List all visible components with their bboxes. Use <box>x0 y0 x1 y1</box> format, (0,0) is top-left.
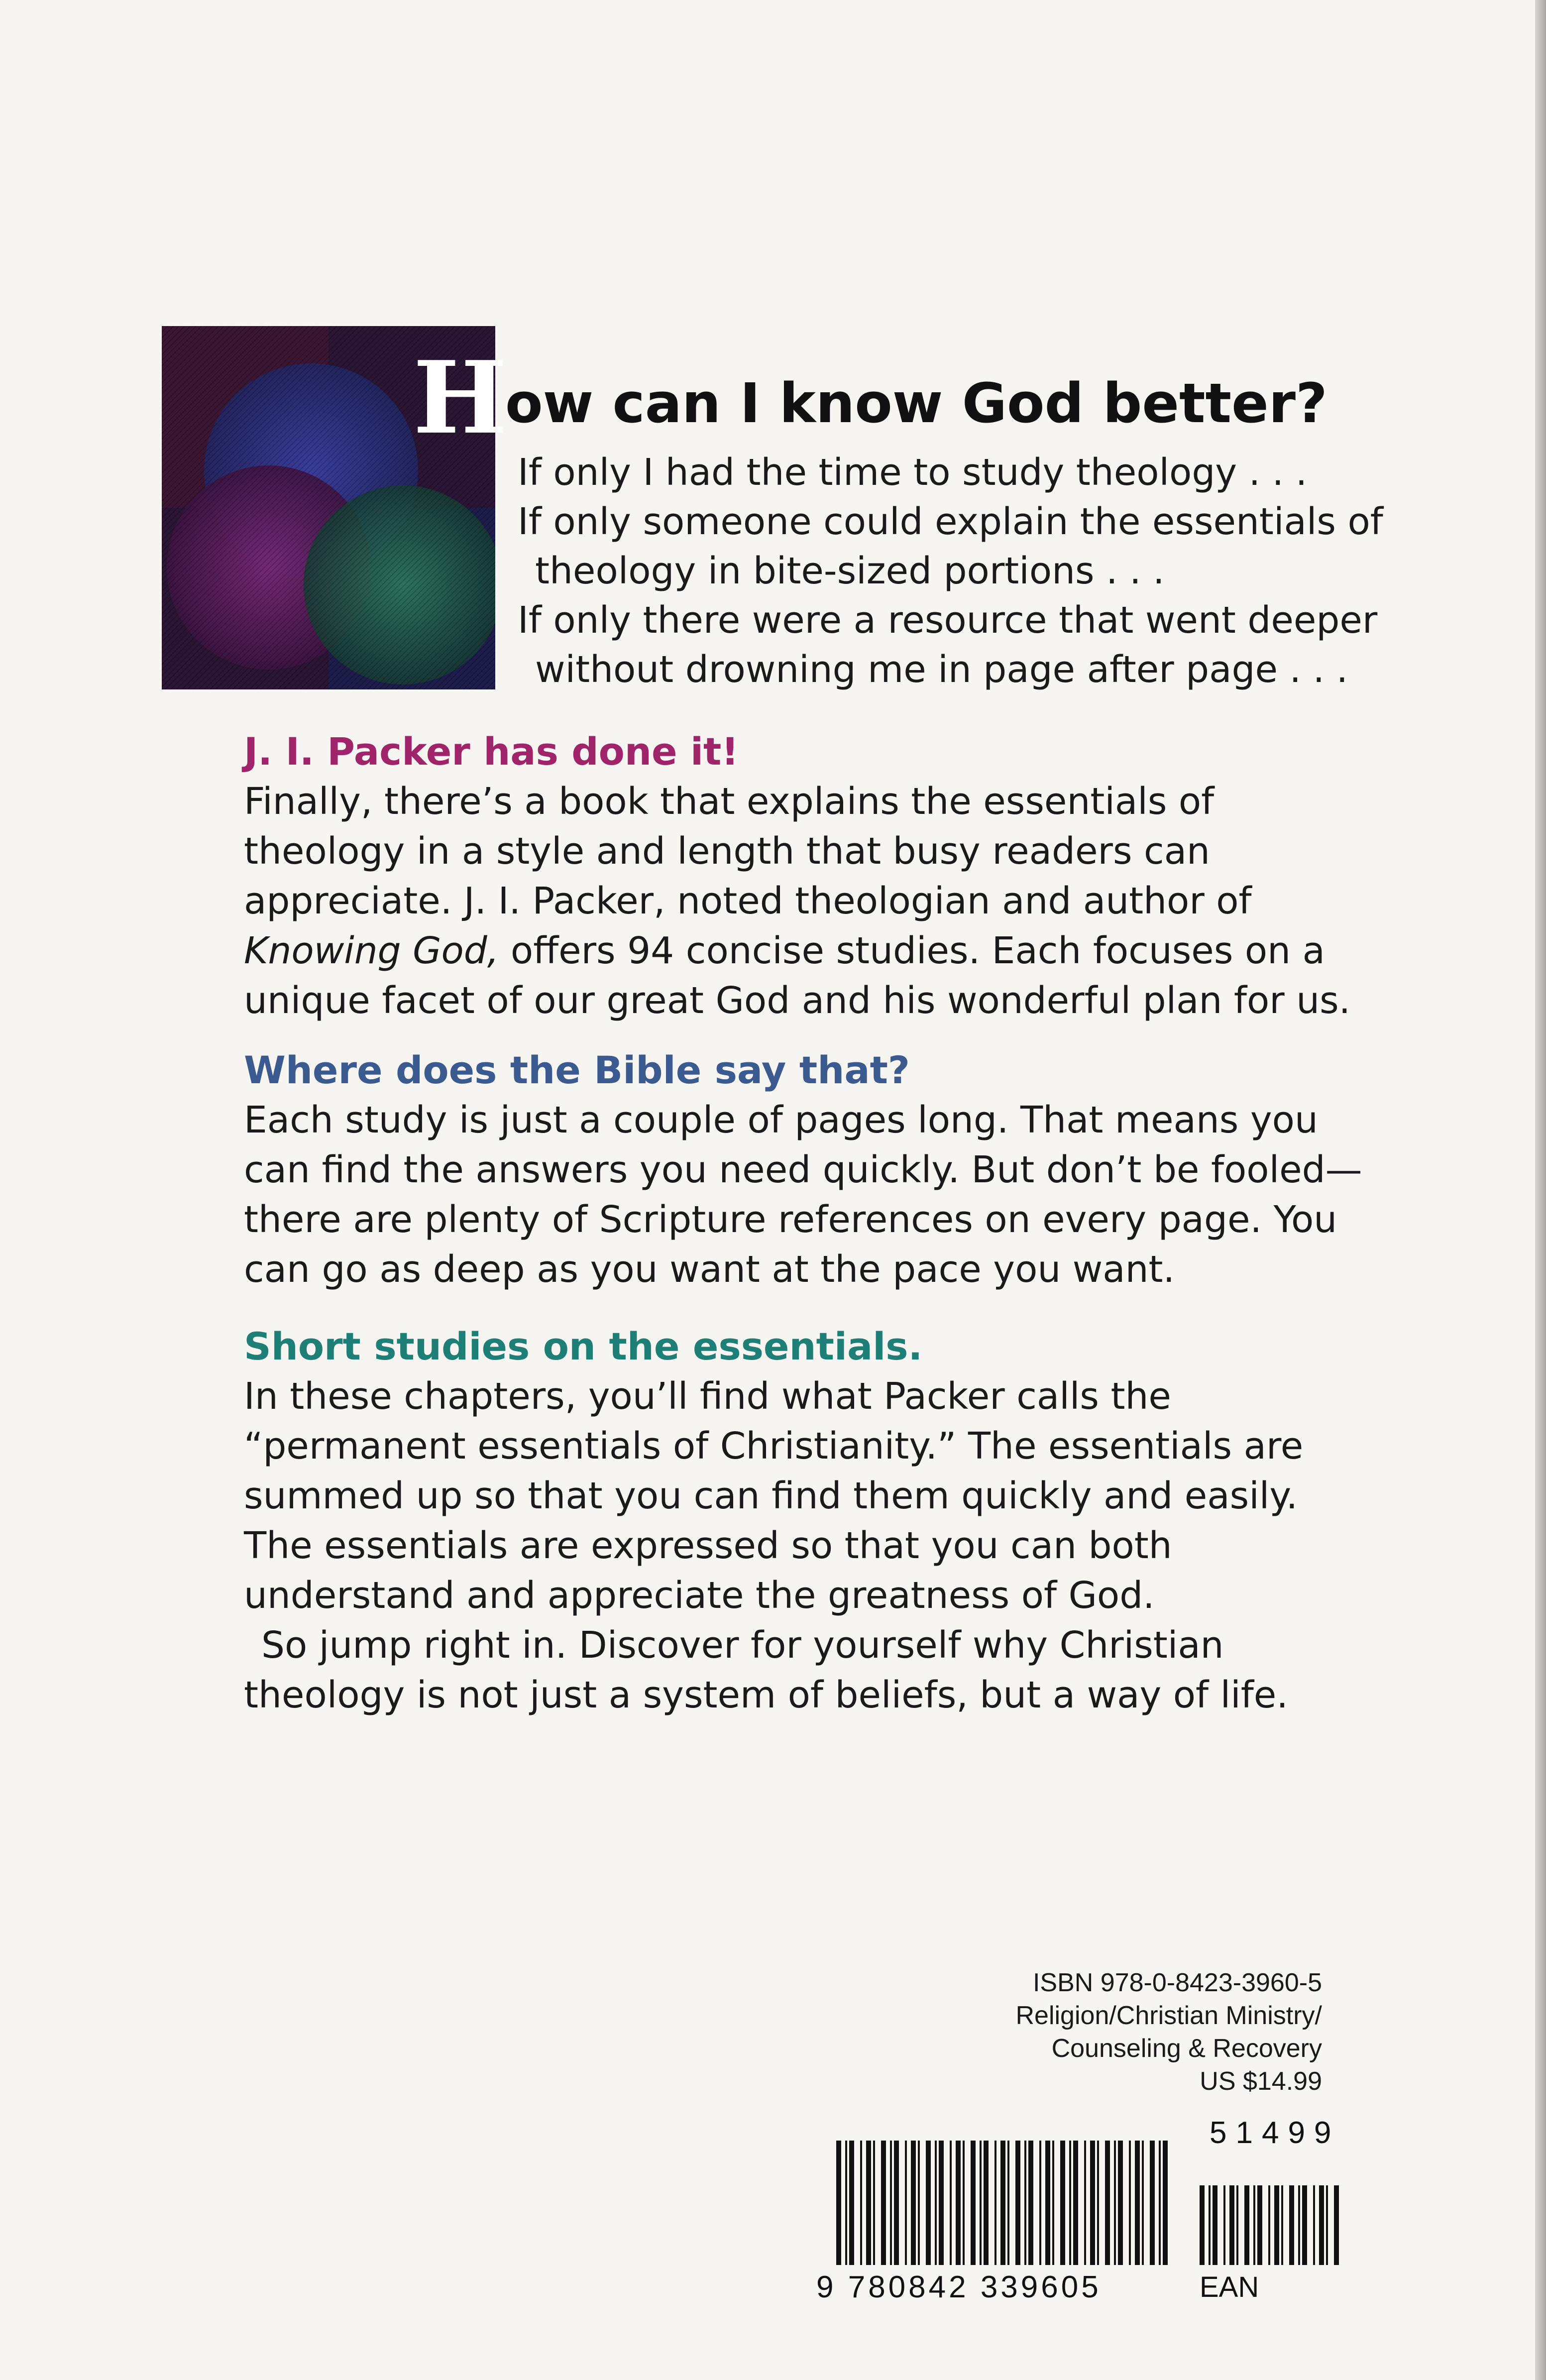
barcode-bar <box>1142 2141 1144 2265</box>
barcode-bar <box>1289 2185 1294 2265</box>
barcode-bar <box>956 2141 961 2265</box>
barcode-bar <box>905 2141 907 2265</box>
barcode-bar <box>1135 2141 1140 2265</box>
section-body: Each study is just a couple of pages long. That means you can find the answers you need quickly. But don’t be fooled—there are plenty of Scripture references on every page. You can go as deep as you want at the pace you want. <box>244 1099 1362 1291</box>
book-title: Knowing God, <box>244 929 499 972</box>
barcode-bar <box>1253 2185 1255 2265</box>
barcode-bar <box>860 2141 862 2265</box>
body-text: Finally, there’s a book that explains the essentials of theology in a style and length that busy readers can appreciate. J. I. Packer, noted theologian and author of <box>244 780 1252 922</box>
barcode-bar <box>1313 2185 1315 2265</box>
barcode-bar <box>1223 2185 1225 2265</box>
barcode-bar <box>1159 2141 1161 2265</box>
intro-block <box>518 448 1383 694</box>
intro-line: If only someone could explain the essentials of <box>518 500 1383 543</box>
barcode-bar <box>836 2141 841 2265</box>
barcode-bar <box>950 2141 952 2265</box>
barcode-bar <box>1326 2185 1328 2265</box>
section-heading: Where does the Bible say that? <box>244 1048 910 1092</box>
barcode-bar <box>1114 2141 1116 2265</box>
category-text: Counseling & Recovery <box>1051 2034 1322 2063</box>
barcode-bar <box>1298 2185 1300 2265</box>
barcode-bar <box>890 2141 892 2265</box>
barcode-bar <box>963 2141 965 2265</box>
intro-line: If only there were a resource that went deeper <box>518 599 1378 642</box>
barcode-bar <box>1060 2141 1065 2265</box>
barcode-bar <box>1200 2185 1205 2265</box>
drop-cap-letter: H <box>413 340 507 456</box>
barcode-bar <box>1229 2185 1234 2265</box>
section-heading: J. I. Packer has done it! <box>244 729 739 774</box>
barcode-bar <box>873 2141 875 2265</box>
headline: ow can I know God better? <box>505 371 1327 435</box>
intro-line: theology in bite-sized portions . . . <box>535 550 1165 592</box>
barcode-bar <box>918 2141 920 2265</box>
barcode-bar <box>1334 2185 1339 2265</box>
barcode-bar <box>1163 2141 1168 2265</box>
barcode-bar <box>1118 2141 1123 2265</box>
barcode-bar <box>1244 2185 1249 2265</box>
barcode-bar <box>1129 2141 1131 2265</box>
barcode-bar <box>1150 2141 1155 2265</box>
barcode-bar <box>926 2141 931 2265</box>
price-text: US $14.99 <box>1200 2067 1322 2096</box>
barcode-bar <box>980 2141 982 2265</box>
barcode-bar <box>1015 2141 1020 2265</box>
barcode-bar <box>1302 2185 1307 2265</box>
barcode-image <box>816 2131 1354 2290</box>
barcode-bar <box>1024 2141 1026 2265</box>
barcode-bar <box>1209 2185 1211 2265</box>
barcode-bar <box>1052 2141 1054 2265</box>
barcode-bar <box>994 2141 996 2265</box>
barcode-bar <box>971 2141 976 2265</box>
barcode-bar <box>1069 2141 1071 2265</box>
barcode-bar <box>866 2141 871 2265</box>
barcode-bar <box>911 2141 916 2265</box>
section-bible <box>244 1045 1374 1294</box>
barcode-bar <box>939 2141 944 2265</box>
barcode-bar <box>1007 2141 1009 2265</box>
barcode-bar <box>894 2141 899 2265</box>
barcode-bar <box>984 2141 989 2265</box>
barcode-bar <box>1000 2141 1005 2265</box>
category-text: Religion/Christian Ministry/ <box>1015 2001 1322 2030</box>
barcode-bar <box>1039 2141 1041 2265</box>
section-heading: Short studies on the essentials. <box>244 1324 923 1368</box>
intro-line: without drowning me in page after page . . . <box>535 648 1348 691</box>
page-edge <box>1535 0 1546 2380</box>
barcode-bar <box>1073 2141 1078 2265</box>
barcode-bar <box>1281 2185 1283 2265</box>
barcode-bar <box>1319 2185 1324 2265</box>
section-body: In these chapters, you’ll find what Packer calls the “permanent essentials of Christianity.” The essentials are summed up so that you can find them quickly and easily. The essentials are expressed so that you can both understand and appreciate the greatness of God. <box>244 1375 1304 1617</box>
barcode-bar <box>1090 2141 1095 2265</box>
barcode-bar <box>881 2141 886 2265</box>
barcode-bar <box>935 2141 937 2265</box>
section-body <box>244 777 1374 1025</box>
barcode-bar <box>1084 2141 1086 2265</box>
section-essentials <box>244 1322 1374 1720</box>
barcode-bar <box>1097 2141 1099 2265</box>
barcode-ean-label: EAN <box>1200 2271 1259 2303</box>
body-text: offers 94 concise studies. Each focuses on a unique facet of our great God and his wonderful plan for us. <box>244 929 1351 1022</box>
barcode-digits: 9 780842 339605 <box>816 2270 1102 2304</box>
barcode-bar <box>1274 2185 1279 2265</box>
barcode-bar <box>1257 2185 1262 2265</box>
book-meta <box>874 1966 1322 2098</box>
barcode-bar <box>1236 2185 1238 2265</box>
barcode-bar <box>845 2141 847 2265</box>
barcode-bar <box>849 2141 854 2265</box>
barcode-bar <box>1045 2141 1050 2265</box>
barcode-bar <box>1268 2185 1270 2265</box>
barcode-bar <box>1105 2141 1110 2265</box>
barcode-bar <box>1028 2141 1033 2265</box>
section-packer <box>244 727 1374 1025</box>
section-body-closing: So jump right in. Discover for yourself why Christian theology is not just a system of beliefs, but a way of life. <box>244 1624 1288 1716</box>
barcode-price-code: 51499 <box>1210 2116 1340 2150</box>
intro-line: If only I had the time to study theology . . . <box>518 451 1308 494</box>
isbn-text: ISBN 978-0-8423-3960-5 <box>1032 1968 1322 1997</box>
barcode-bar <box>1213 2185 1217 2265</box>
